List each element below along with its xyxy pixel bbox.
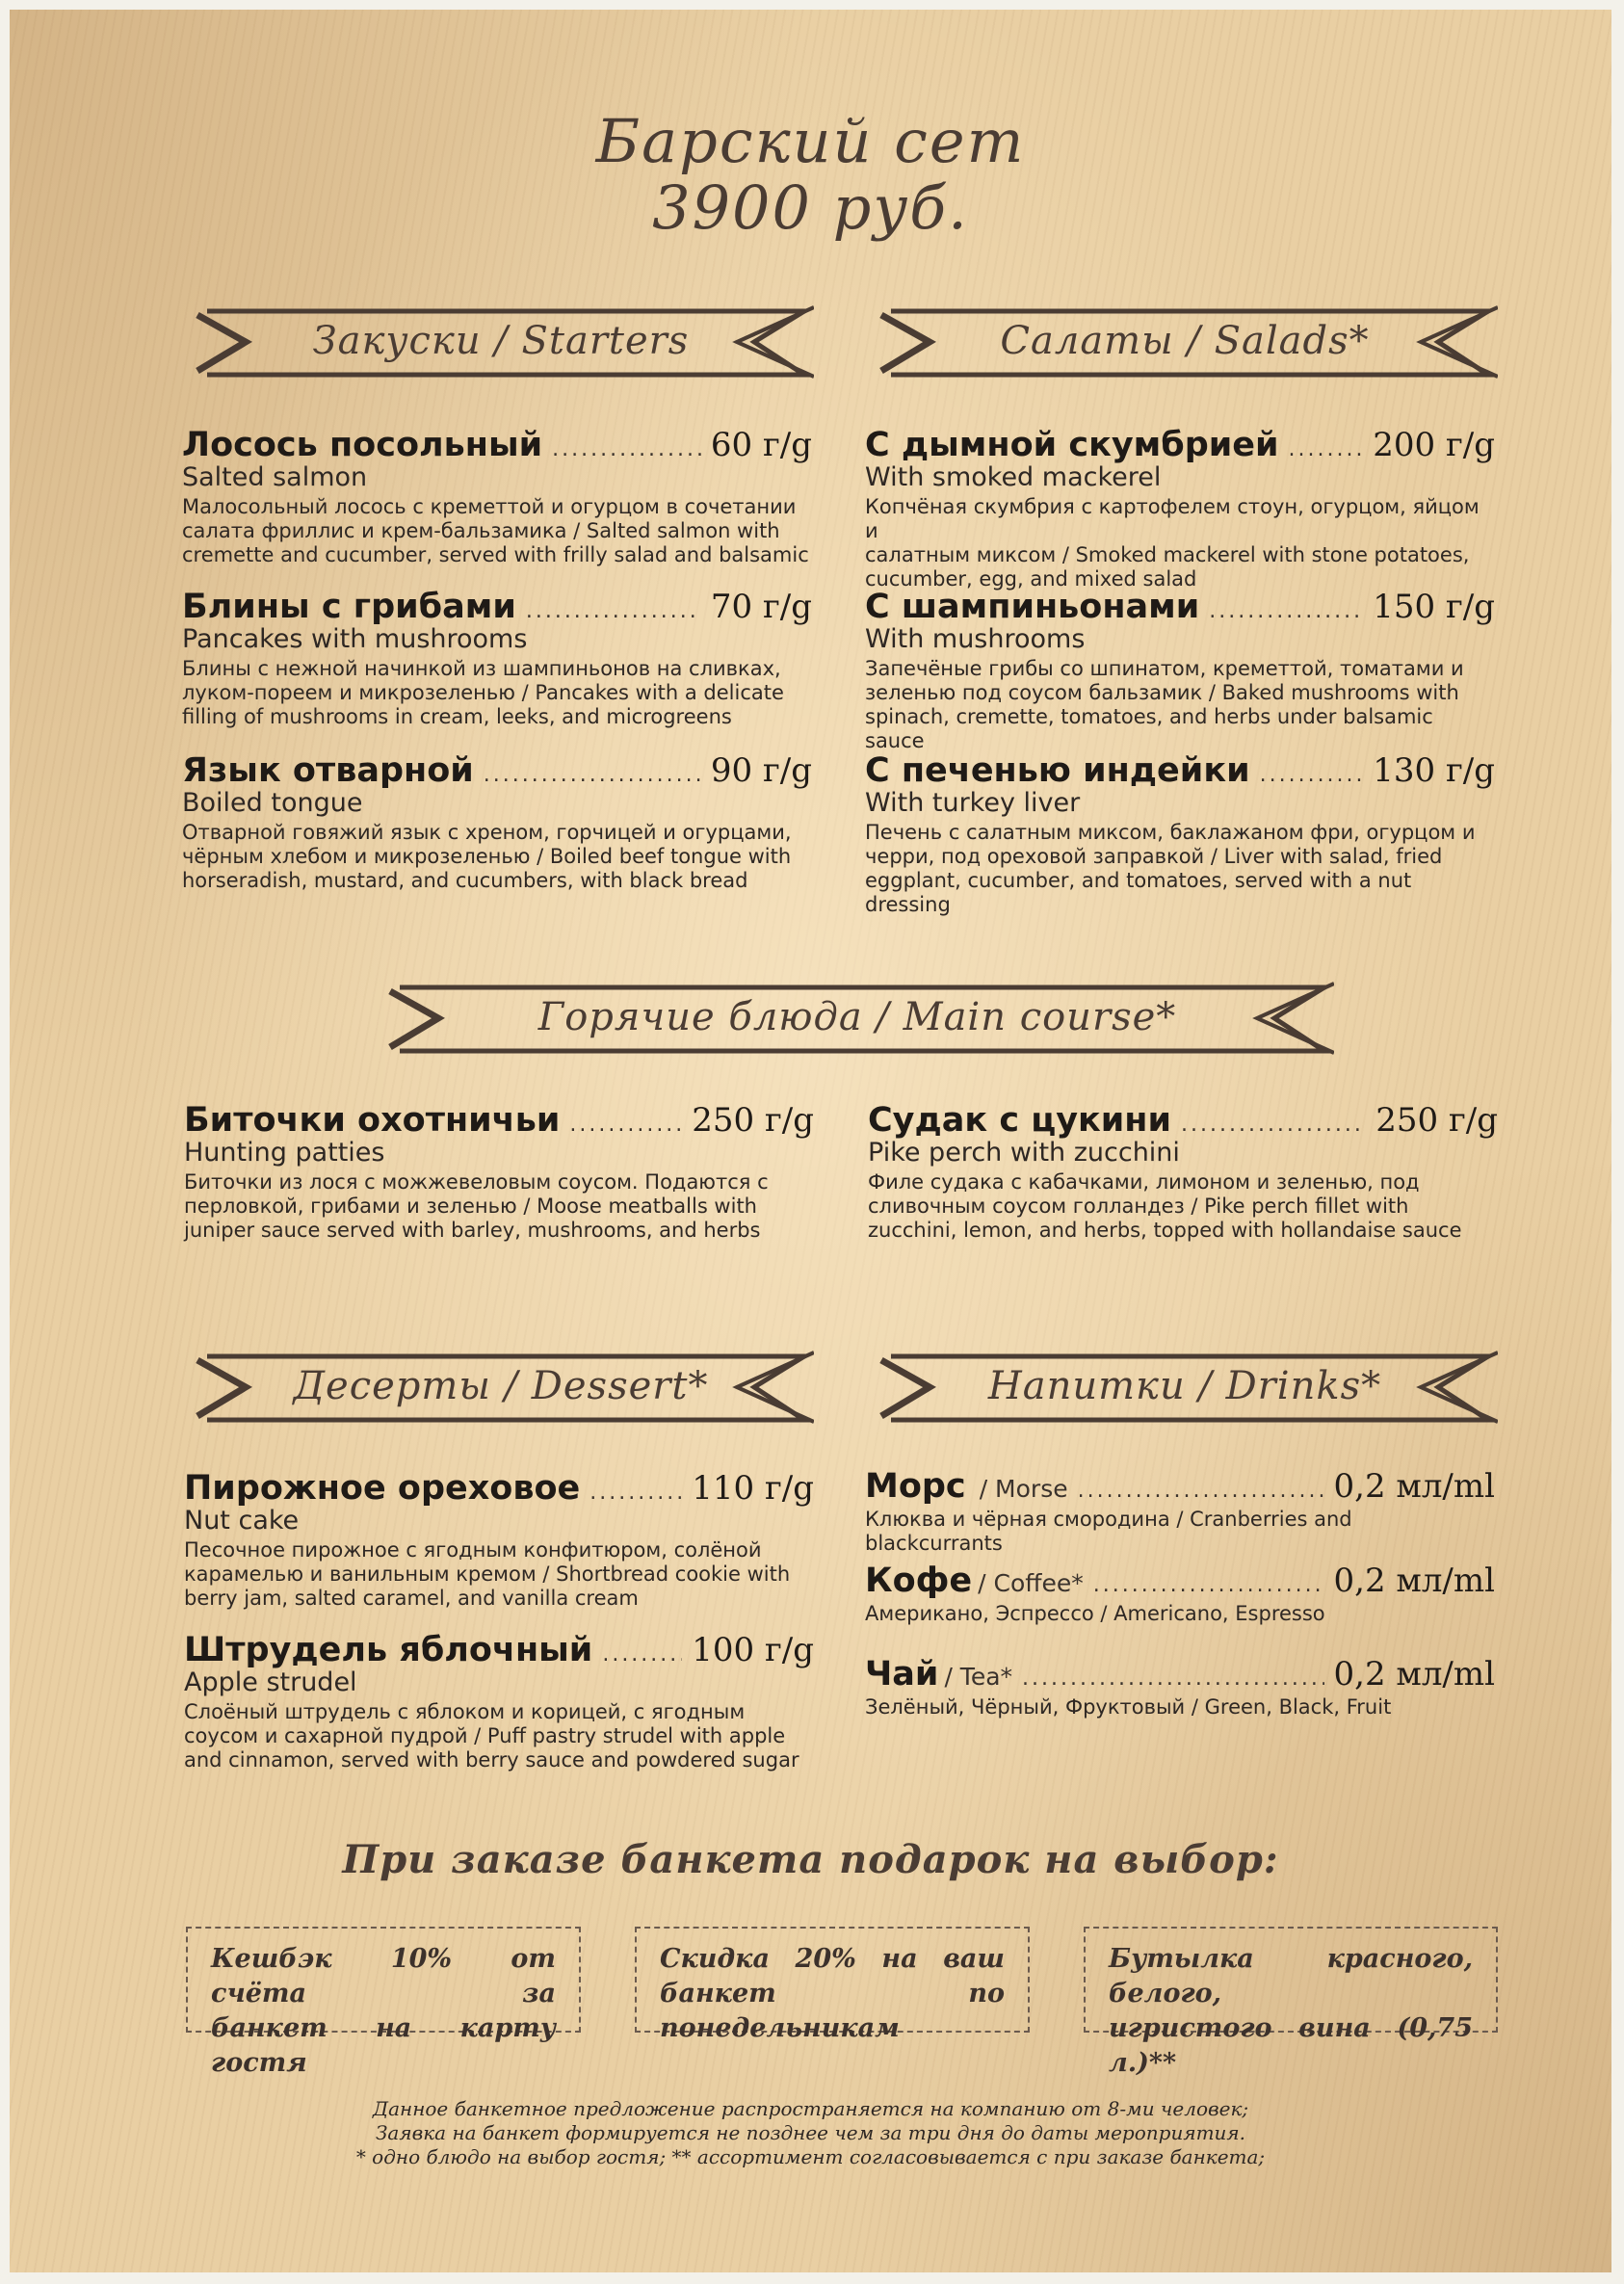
item-price: 250 г/g: [1375, 1101, 1498, 1140]
leader-dots: [526, 599, 701, 623]
menu-item-main: [184, 1101, 814, 1243]
menu-page: [10, 10, 1611, 2272]
item-name: Чай: [865, 1655, 939, 1693]
item-english-name: With smoked mackerel: [865, 462, 1162, 492]
item-price: 70 г/g: [710, 588, 812, 626]
item-english-name: Pancakes with mushrooms: [182, 624, 528, 654]
menu-item-starter: [182, 588, 812, 729]
item-price: 130 г/g: [1373, 751, 1495, 790]
item-english-name: / Tea*: [944, 1663, 1013, 1691]
leader-dots: [1181, 1113, 1366, 1137]
item-price: 250 г/g: [692, 1101, 814, 1140]
item-description: Биточки из лося с можжевеловым соусом. Подаются с перловкой, грибами и зеленью / Moose meatballs with juniper sauce served with barley, mushrooms, and herbs: [184, 1170, 769, 1242]
item-english-name: Boiled tongue: [182, 788, 363, 818]
section-title-dessert: Десерты / Dessert*: [293, 1364, 709, 1408]
menu-item-drink: [865, 1562, 1495, 1626]
menu-title: Барский сет: [595, 106, 1026, 176]
item-name: С дымной скумбрией: [865, 426, 1279, 464]
item-price: 110 г/g: [692, 1469, 814, 1508]
menu-price-title: 3900 руб.: [652, 172, 969, 243]
leader-dots: [1209, 599, 1363, 623]
item-price: 100 г/g: [692, 1631, 814, 1669]
item-name: Лосось посольный: [182, 426, 543, 464]
item-price: 150 г/g: [1373, 588, 1495, 626]
gift-option-cashback: Кешбэк 10% от счёта за банкет на карту гостя: [186, 1927, 581, 2033]
item-english-name: / Morse: [979, 1475, 1068, 1503]
item-english-name: Pike perch with zucchini: [868, 1138, 1180, 1168]
item-name: С печенью индейки: [865, 751, 1250, 790]
item-description: Клюква и чёрная смородина / Cranberries and blackcurrants: [865, 1508, 1352, 1555]
leader-dots: [569, 1113, 682, 1137]
item-description: Зелёный, Чёрный, Фруктовый / Green, Black, Fruit: [865, 1695, 1392, 1719]
item-name: С шампиньонами: [865, 588, 1200, 626]
section-title-starters: Закуски / Starters: [312, 319, 690, 363]
section-banner-main: [380, 978, 1334, 1059]
section-banner-starters: [188, 302, 814, 382]
menu-item-drink: [865, 1467, 1495, 1556]
item-description: Филе судака с кабачками, лимоном и зеленью, под сливочным соусом голландез / Pike perch fillet with zucchini, lemon, and herbs, topped with hollandaise sauce: [868, 1170, 1462, 1242]
menu-item-salad: [865, 426, 1495, 591]
item-description: Блины с нежной начинкой из шампиньонов на сливках, луком-пореем и микрозеленью / Pancakes with a delicate filling of mushrooms in cream, leeks, and microgreens: [182, 657, 784, 728]
item-name: Биточки охотничьи: [184, 1101, 561, 1140]
section-title-main: Горячие блюда / Main course*: [537, 995, 1177, 1039]
item-description: Печень с салатным миксом, баклажаном фри, огурцом и черри, под ореховой заправкой / Liver with salad, fried eggplant, cucumber, and tomatoes, served with a nut dressing: [865, 821, 1476, 916]
section-banner-drinks: [872, 1347, 1498, 1428]
item-name: Пирожное ореховое: [184, 1469, 581, 1508]
item-price: 0,2 мл/ml: [1333, 1655, 1495, 1693]
item-english-name: Salted salmon: [182, 462, 368, 492]
leader-dots: [1289, 437, 1364, 461]
item-name: Блины с грибами: [182, 588, 516, 626]
section-title-salads: Салаты / Salads*: [1000, 319, 1370, 363]
item-description: Песочное пирожное с ягодным конфитюром, солёной карамелью и ванильным кремом / Shortbread cookie with berry jam, salted caramel, and vanilla cream: [184, 1538, 791, 1610]
item-name: Судак с цукини: [868, 1101, 1171, 1140]
leader-dots: [1078, 1479, 1324, 1503]
item-name: Штрудель яблочный: [184, 1631, 593, 1669]
item-description: Малосольный лосось с креметтой и огурцом в сочетании салата фриллис и крем-бальзамика / Salted salmon with cremette and cucumber, served with frilly salad and balsamic: [182, 495, 809, 566]
menu-item-starter: [182, 426, 812, 567]
leader-dots: [1093, 1573, 1324, 1597]
gift-option-wine: Бутылка красного, белого, игристого вина (0,75 л.)**: [1084, 1927, 1498, 2033]
section-banner-dessert: [188, 1347, 814, 1428]
item-name: Язык отварной: [182, 751, 474, 790]
leader-dots: [484, 763, 701, 787]
leader-dots: [589, 1481, 682, 1505]
menu-item-starter: [182, 751, 812, 893]
item-description: Запечёные грибы со шпинатом, креметтой, томатами и зеленью под соусом бальзамик / Baked mushrooms with spinach, cremette, tomatoes, and herbs under balsamic sauce: [865, 657, 1464, 752]
footnote: Данное банкетное предложение распространяется на компанию от 8-ми человек; Заявка на банкет формируется не позднее чем за три дня до даты мероприятия. * одно блюдо на выбор гостя; ** ассортимент согласовывается с при заказе банкета;: [355, 2097, 1266, 2168]
item-english-name: Apple strudel: [184, 1667, 357, 1697]
item-name: Кофе: [865, 1562, 973, 1600]
gift-option-discount: Скидка 20% на ваш банкет по понедельникам: [635, 1927, 1030, 2033]
item-description: Американо, Эспрессо / Americano, Espresso: [865, 1602, 1325, 1625]
leader-dots: [1022, 1667, 1323, 1691]
menu-item-dessert: [184, 1469, 814, 1611]
item-name: Морс: [865, 1467, 966, 1506]
section-banner-salads: [872, 302, 1498, 382]
item-english-name: Hunting patties: [184, 1138, 385, 1168]
item-description: Копчёная скумбрия с картофелем стоун, огурцом, яйцом и салатным миксом / Smoked mackerel with stone potatoes, cucumber, egg, and mixed salad: [865, 495, 1480, 591]
section-title-drinks: Напитки / Drinks*: [987, 1364, 1382, 1408]
item-english-name: With turkey liver: [865, 788, 1081, 818]
leader-dots: [552, 437, 701, 461]
leader-dots: [1260, 763, 1364, 787]
leader-dots: [602, 1642, 682, 1667]
item-english-name: / Coffee*: [978, 1569, 1084, 1597]
menu-item-salad: [865, 751, 1495, 917]
item-price: 0,2 мл/ml: [1333, 1467, 1495, 1506]
item-price: 90 г/g: [710, 751, 812, 790]
menu-item-dessert: [184, 1631, 814, 1772]
item-price: 0,2 мл/ml: [1333, 1562, 1495, 1600]
gift-title: При заказе банкета подарок на выбор:: [342, 1837, 1279, 1882]
menu-item-salad: [865, 588, 1495, 753]
menu-item-main: [868, 1101, 1498, 1243]
item-english-name: With mushrooms: [865, 624, 1086, 654]
item-description: Отварной говяжий язык с хреном, горчицей и огурцами, чёрным хлебом и микрозеленью / Boiled beef tongue with horseradish, mustard, and cucumbers, with black bread: [182, 821, 792, 892]
item-price: 200 г/g: [1373, 426, 1495, 464]
item-english-name: Nut cake: [184, 1506, 300, 1536]
item-price: 60 г/g: [710, 426, 812, 464]
menu-item-drink: [865, 1655, 1495, 1720]
item-description: Слоёный штрудель с яблоком и корицей, с ягодным соусом и сахарной пудрой / Puff pastry strudel with apple and cinnamon, served with berry sauce and powdered sugar: [184, 1700, 799, 1772]
